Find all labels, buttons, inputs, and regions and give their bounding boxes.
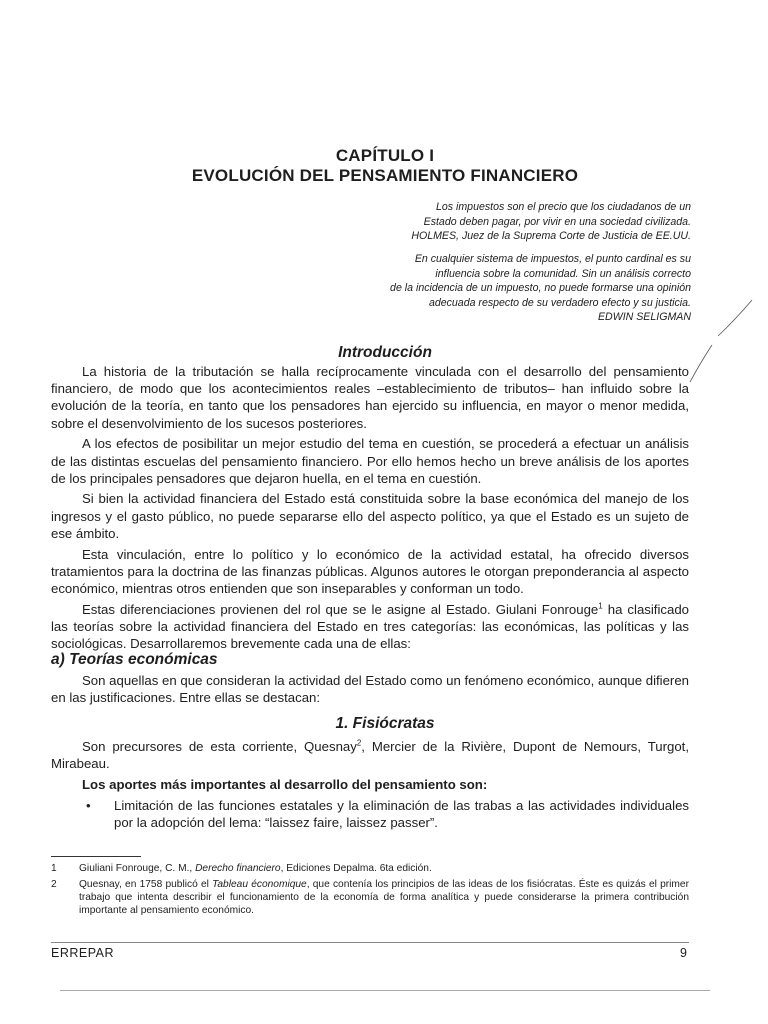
footnote-divider <box>51 856 141 857</box>
epigraph-line: Estado deben pagar, por vivir en una sociedad civilizada. <box>423 215 691 228</box>
page-number: 9 <box>680 946 687 960</box>
epigraph-holmes <box>411 200 691 244</box>
text-span: , Ediciones Depalma. 6ta edición. <box>280 863 432 874</box>
chapter-number: CAPÍTULO I <box>335 146 435 165</box>
chapter-heading <box>80 146 690 186</box>
footnote <box>51 878 689 917</box>
text-span: , que contenía los principios de las ideas de los fisiócratas. Éste es quizás el primer trabajo que intenta describir el funcionamiento de la economía de forma analítica y puede considerarse la primera contribución importante al pensamiento económico. <box>79 879 689 916</box>
intro-heading: Introducción <box>338 344 432 361</box>
contributions-lead: Los aportes más importantes al desarrollo del pensamiento son: <box>82 776 488 792</box>
bullet-icon: • <box>86 797 91 813</box>
footnote-number: 1 <box>51 863 57 874</box>
book-title: Derecho financiero <box>195 863 281 874</box>
section-a-heading: a) Teorías económicas <box>51 651 218 668</box>
footnote-ref[interactable]: 1 <box>598 601 603 611</box>
footer-divider <box>51 942 689 943</box>
text-span: ha clasificado las teorías sobre la actividad financiera del Estado en tres categorías: las económicas, las políticas y las sociológicas. Desarrollaremos brevemente cada una de ellas: <box>51 601 690 652</box>
intro-paragraph-last <box>51 601 689 653</box>
footnote-ref[interactable]: 2 <box>356 738 362 748</box>
footnote <box>51 862 689 875</box>
intro-paragraph: Esta vinculación, entre lo político y lo económico de la actividad estatal, ha ofrecido diversos tratamientos para la doctrina de las finanzas públicas. Algunos autores le otorgan preponderancia al aspecto económico, mientras otros entienden que son inseparables y conforman un todo. <box>51 546 689 596</box>
intro-paragraph: A los efectos de posibilitar un mejor estudio del tema en cuestión, se procederá a efectuar un análisis de las distintas escuelas del pensamiento financiero. Por ello hemos hecho un breve análisis de los aportes de los principales pensadores que dejaron huella, en el tema en cuestión. <box>51 436 689 486</box>
epigraph-line: de la incidencia de un impuesto, no puede formarse una opinión <box>390 282 691 294</box>
list-item-text: Limitación de las funciones estatales y la eliminación de las trabas a las actividades individuales por la adopción del lema: “laissez faire, laissez passer”. <box>114 797 689 830</box>
section-a-body <box>51 672 689 710</box>
scan-edge-line <box>60 990 710 991</box>
footnote-number: 2 <box>51 879 57 890</box>
intro-body <box>51 363 689 656</box>
epigraph-line: adecuada respecto de su verdadero efecto y su justicia. <box>428 296 691 309</box>
section-a-paragraph: Son aquellas en que consideran la actividad del Estado como un fenómeno económico, aunque difieren en las justificaciones. Entre ellas se destacan: <box>51 673 689 706</box>
intro-paragraph: Si bien la actividad financiera del Estado está constituida sobre la base económica del manejo de los ingresos y el gasto público, no puede separarse ello del aspecto político, ya que el Estado es un sujeto de ese ámbito. <box>51 491 689 541</box>
text-span: Giuliani Fonrouge, C. M., <box>79 863 196 874</box>
epigraph-author: EDWIN SELIGMAN <box>597 311 691 323</box>
epigraph-line: influencia sobre la comunidad. Sin un análisis correcto <box>435 267 691 280</box>
epigraph-line: Los impuestos son el precio que los ciudadanos de un <box>435 201 691 213</box>
list-item <box>51 797 689 831</box>
text-span: , Mercier de la Rivière, Dupont de Nemours, Turgot, Mirabeau. <box>51 739 689 772</box>
epigraph-author: HOLMES, Juez de la Suprema Corte de Justicia de EE.UU. <box>411 230 691 242</box>
text-span: Estas diferenciaciones provienen del rol que se le asigne al Estado. Giulani Fonrouge <box>82 601 599 617</box>
subsection-1-paragraph <box>51 738 689 772</box>
book-title: Tableau économique <box>212 879 307 890</box>
intro-paragraph: La historia de la tributación se halla recíprocamente vinculada con el desarrollo del pensamiento financiero, de modo que los acontecimientos reales –establecimiento de tributos– han influido sobre la evolución de la teoría, en tanto que los pensadores han ejercido su influencia, en mayor o menor medida, sobre el desenvolvimiento de los sucesos posteriores. <box>51 364 689 431</box>
footnotes <box>51 862 689 920</box>
publisher-name: ERREPAR <box>51 946 115 960</box>
text-span: Quesnay, en 1758 publicó el <box>79 879 213 890</box>
subsection-1-body <box>51 738 689 831</box>
epigraph-seligman <box>390 252 691 325</box>
epigraph-line: En cualquier sistema de impuestos, el punto cardinal es su <box>414 253 691 265</box>
subsection-1-heading: 1. Fisiócratas <box>335 715 435 732</box>
text-span: Son precursores de esta corriente, Quesnay <box>82 739 357 754</box>
chapter-title: EVOLUCIÓN DEL PENSAMIENTO FINANCIERO <box>191 166 579 185</box>
